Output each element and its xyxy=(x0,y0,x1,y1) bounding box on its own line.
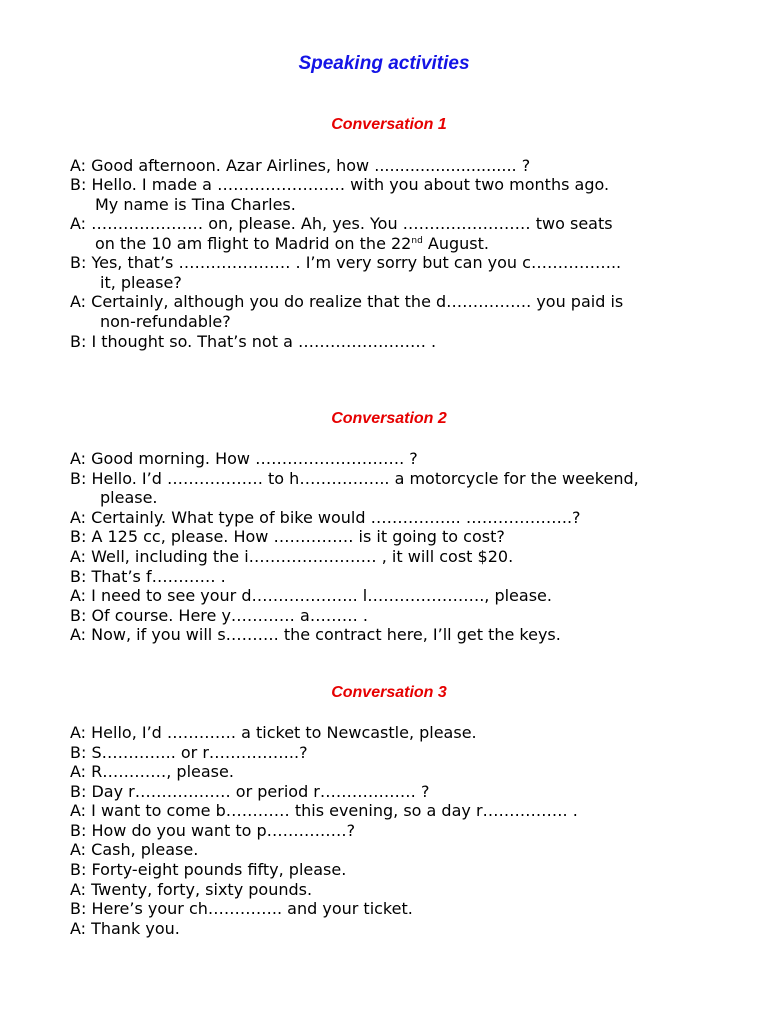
conversation-3-heading: Conversation 3 xyxy=(331,684,447,701)
dialogue-line: B: How do you want to p……………? xyxy=(70,821,356,840)
dialogue-line: B: Forty-eight pounds fifty, please. xyxy=(70,860,347,879)
ordinal-suffix: nd xyxy=(411,236,423,246)
dialogue-line: A: Certainly, although you do realize that the d……………. you paid is xyxy=(70,292,624,311)
dialogue-line: A: I need to see your d……………….. l…………………., please. xyxy=(70,586,552,605)
dialogue-line: A: I want to come b………… this evening, so a day r……………. . xyxy=(70,801,578,820)
dialogue-line: B: A 125 cc, please. How …………… is it going to cost? xyxy=(70,527,505,546)
dialogue-line: A: Cash, please. xyxy=(70,840,199,859)
dialogue-line: B: Yes, that’s ………………… . I’m very sorry but can you c…………….. xyxy=(70,253,622,272)
dialogue-line: B: Hello. I made a …………………… with you about two months ago. xyxy=(70,175,610,194)
dialogue-line: A: Hello, I’d …………. a ticket to Newcastle, please. xyxy=(70,723,477,742)
dialogue-line: My name is Tina Charles. xyxy=(95,195,296,214)
dialogue-line: non-refundable? xyxy=(100,312,231,331)
dialogue-line: B: Of course. Here y………… a……… . xyxy=(70,606,368,625)
dialogue-line: B: Day r……………… or period r……………… ? xyxy=(70,782,430,801)
conversation-1-heading: Conversation 1 xyxy=(331,116,447,133)
dialogue-line: A: Good afternoon. Azar Airlines, how ............................ ? xyxy=(70,156,531,175)
dialogue-text: August. xyxy=(422,234,489,253)
dialogue-line xyxy=(95,234,489,253)
dialogue-line: B: Hello. I’d ……………… to h…………….. a motorcycle for the weekend, xyxy=(70,469,639,488)
dialogue-line: B: I thought so. That’s not a …………………… . xyxy=(70,332,437,351)
dialogue-line: A: Now, if you will s………. the contract here, I’ll get the keys. xyxy=(70,625,561,644)
dialogue-line: A: Thank you. xyxy=(70,919,180,938)
dialogue-line: please. xyxy=(100,488,158,507)
dialogue-line: A: Certainly. What type of bike would …………….. ………………..? xyxy=(70,508,581,527)
page-title: Speaking activities xyxy=(298,53,470,74)
dialogue-text: on the 10 am flight to Madrid on the 22 xyxy=(95,234,412,253)
dialogue-line: B: That’s f………… . xyxy=(70,567,226,586)
dialogue-line: A: Twenty, forty, sixty pounds. xyxy=(70,880,313,899)
dialogue-line: A: ………………… on, please. Ah, yes. You …………………… two seats xyxy=(70,214,613,233)
conversation-2-heading: Conversation 2 xyxy=(331,410,447,427)
dialogue-line: it, please? xyxy=(100,273,182,292)
dialogue-line: B: S………….. or r……………..? xyxy=(70,743,308,762)
dialogue-line: B: Here’s your ch………….. and your ticket. xyxy=(70,899,413,918)
dialogue-line: A: R…………, please. xyxy=(70,762,234,781)
dialogue-line: A: Good morning. How ………………………. ? xyxy=(70,449,418,468)
dialogue-line: A: Well, including the i…………………… , it will cost $20. xyxy=(70,547,514,566)
